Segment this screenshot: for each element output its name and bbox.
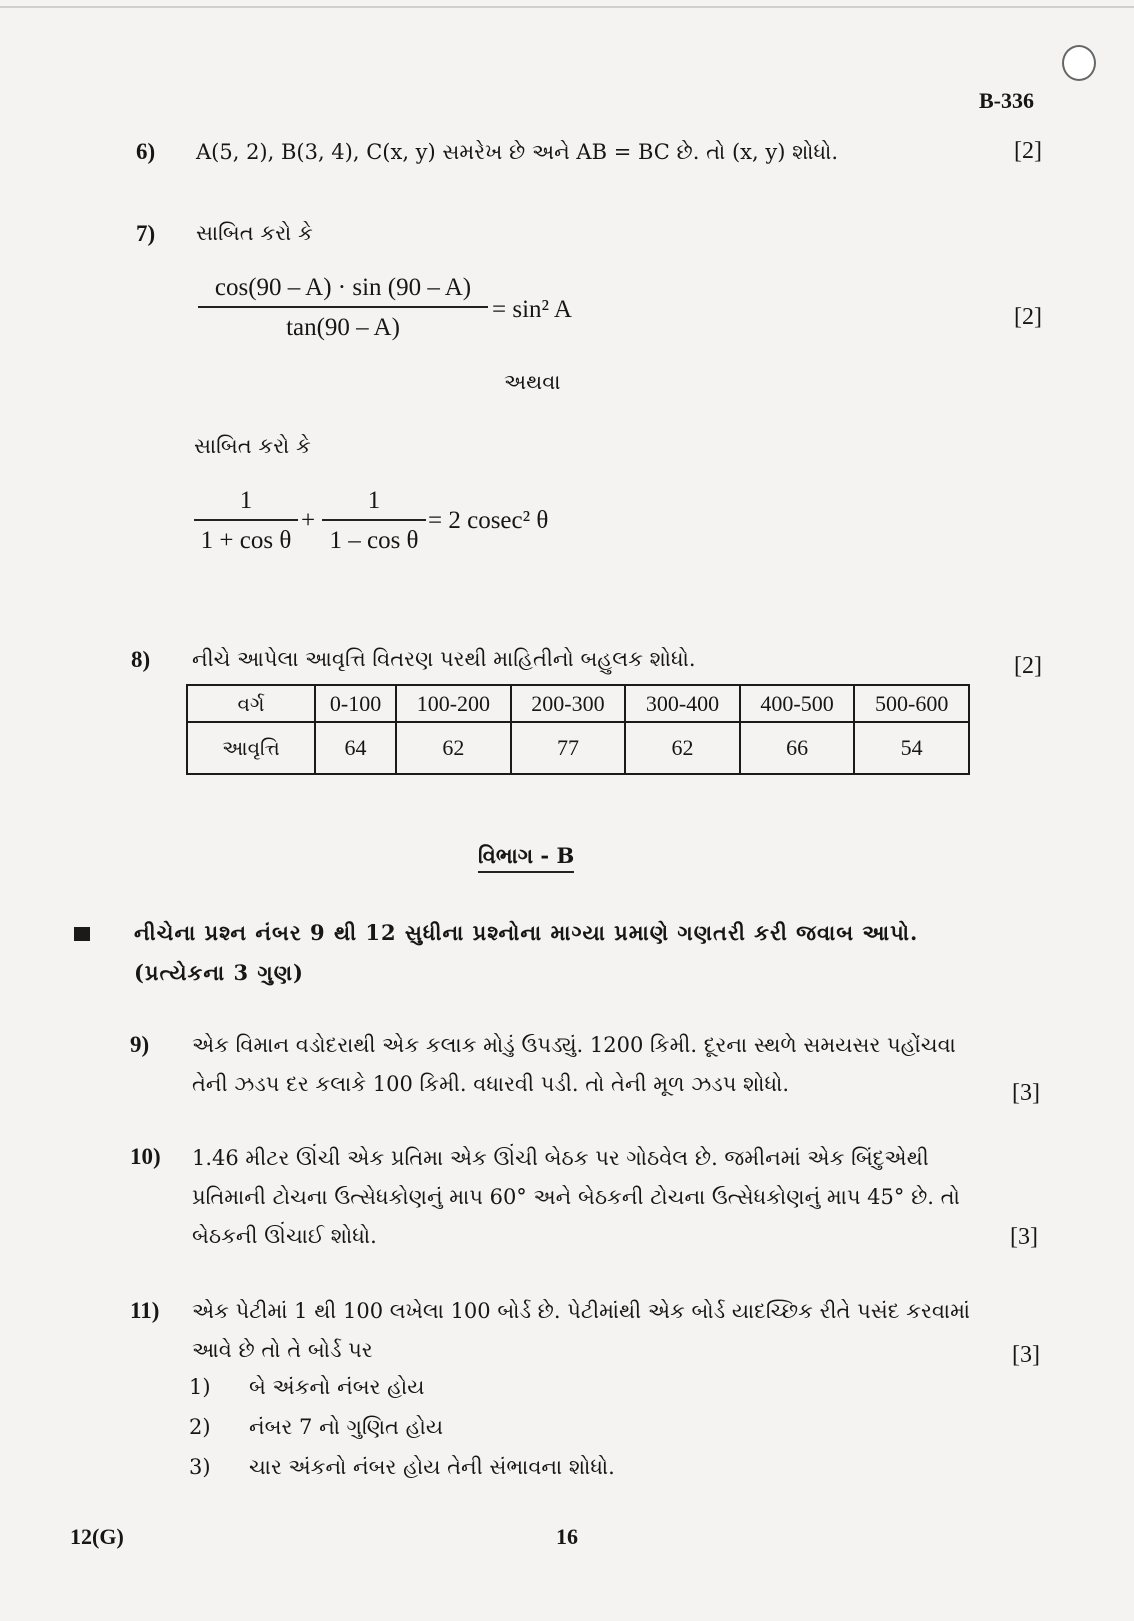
table-cell: 500-600 [854,685,969,722]
q7-f2-denominator-1: 1 + cos θ [200,526,292,554]
q7-prompt: સાબિત કરો કે [196,221,313,245]
q11-sub-3-text: ચાર અંકનો નંબર હોય તેની સંભાવના શોધો. [249,1455,615,1479]
table-cell: 100-200 [396,685,511,722]
q6-marks: [2] [1014,138,1042,164]
q7-f2-plus: + [301,507,316,534]
table-cell-label: આવૃત્તિ [187,722,315,774]
q11-line-2: આવે છે તો તે બોર્ડ પર [192,1338,373,1362]
q11-line-1: એક પેટીમાં 1 થી 100 લખેલા 100 બોર્ડ છે. પેટીમાંથી એક બોર્ડ યાદચ્છિક રીતે પસંદ કરવામાં [192,1299,971,1323]
section-b-instruction-1: નીચેના પ્રશ્ન નંબર 9 થી 12 સુધીના પ્રશ્નોના માગ્યા પ્રમાણે ગણતરી કરી જવાબ આપો. [134,920,919,945]
table-cell: 62 [396,722,511,774]
footer-code: 12(G) [70,1524,124,1549]
table-row-classes [187,685,969,722]
q7-f2-denominator-2: 1 – cos θ [329,526,419,554]
page-number: 16 [556,1524,578,1549]
q7-fraction-2a [194,487,298,555]
q10-marks: [3] [1010,1224,1038,1250]
q11-sub-2-text: નંબર 7 નો ગુણિત હોય [249,1415,444,1439]
q9-line-2: તેની ઝડપ દર કલાકે 100 કિમી. વધારવી પડી. તો તેની મૂળ ઝડપ શોધો. [192,1072,790,1096]
fraction-bar [322,519,426,521]
q11-number: 11) [130,1298,160,1323]
fraction-bar [194,519,298,521]
q7-f2-rhs: = 2 cosec² θ [428,507,549,534]
fraction-bar [198,306,488,308]
table-cell: 54 [854,722,969,774]
punch-hole [1062,45,1096,81]
table-cell: 64 [315,722,396,774]
q11-sub-1-text: બે અંકનો નંબર હોય [249,1375,425,1399]
scan-edge-line [0,6,1134,8]
q7-fraction-1 [198,274,488,342]
table-cell: 77 [511,722,626,774]
q9-number: 9) [130,1032,150,1057]
q7-number: 7) [136,221,156,246]
q10-line-2: પ્રતિમાની ટોચના ઉત્સેધકોણનું માપ 60° અને બેઠકની ટોચના ઉત્સેધકોણનું માપ 45° છે. તો [192,1185,960,1209]
q7-or: અથવા [504,370,561,394]
q8-text: નીચે આપેલા આવૃત્તિ વિતરણ પરથી માહિતીનો બહુલક શોધો. [192,647,696,671]
q9-line-1: એક વિમાન વડોદરાથી એક કલાક મોડું ઉપડ્યું. 1200 કિમી. દૂરના સ્થળે સમયસર પહોંચવા [192,1033,956,1057]
q6-text: A(5, 2), B(3, 4), C(x, y) સમરેખ છે અને AB = BC છે. તો (x, y) શોધો. [196,140,839,164]
paper-code: B-336 [979,88,1034,113]
table-cell: 62 [625,722,740,774]
q11-sub-2-number: 2) [189,1415,211,1439]
table-row-frequencies [187,722,969,774]
q7-prompt-2: સાબિત કરો કે [194,434,311,458]
q10-number: 10) [130,1144,161,1169]
table-cell: 400-500 [740,685,855,722]
q7-fraction-2b [322,487,426,555]
q8-number: 8) [131,647,151,672]
q11-text [192,1292,970,1370]
table-cell-label: વર્ગ [187,685,315,722]
q8-marks: [2] [1014,653,1042,679]
section-b-title: વિભાગ - B [478,843,574,873]
q11-sub-1-number: 1) [189,1375,211,1399]
q11-sub-3-number: 3) [189,1455,211,1479]
table-cell: 200-300 [511,685,626,722]
q7-marks: [2] [1014,304,1042,330]
q7-f2-numerator-2: 1 [367,487,381,514]
bullet-square-icon [74,927,90,941]
q6-number: 6) [136,139,156,164]
q9-marks: [3] [1012,1080,1040,1106]
table-cell: 300-400 [625,685,740,722]
bleed-through [130,320,136,344]
table-cell: 0-100 [315,685,396,722]
frequency-table [186,684,970,775]
section-b-instruction-2: (પ્રત્યેકના 3 ગુણ) [134,960,304,985]
q7-f1-denominator: tan(90 – A) [286,313,400,341]
q7-f2-numerator-1: 1 [239,487,253,514]
q11-marks: [3] [1012,1342,1040,1368]
q10-line-3: બેઠકની ઊંચાઈ શોધો. [192,1224,377,1248]
q10-text [192,1139,960,1256]
table-cell: 66 [740,722,855,774]
q9-text [192,1026,956,1104]
q7-f1-rhs: = sin² A [492,296,572,323]
q10-line-1: 1.46 મીટર ઊંચી એક પ્રતિમા એક ઊંચી બેઠક પર ગોઠવેલ છે. જમીનમાં એક બિંદુએથી [192,1146,929,1170]
q7-f1-numerator: cos(90 – A) · sin (90 – A) [214,274,472,301]
